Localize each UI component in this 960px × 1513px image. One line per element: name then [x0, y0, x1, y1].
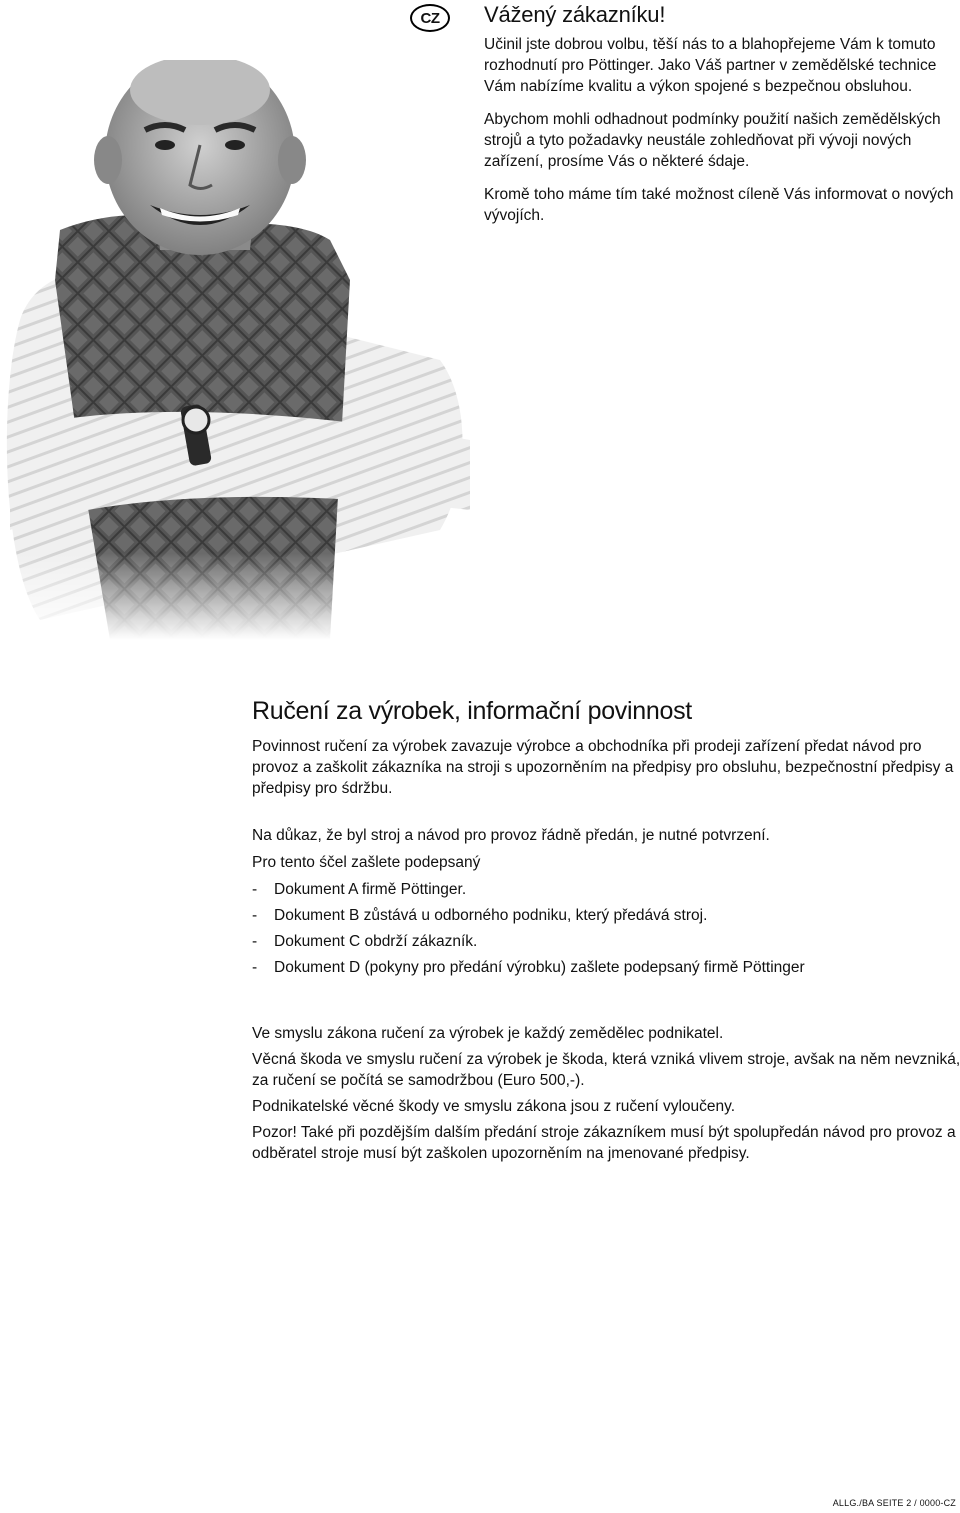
list-item-text: Dokument C obdrží zákazník. — [274, 933, 478, 950]
section-title: Ručení za výrobek, informační povinnost — [252, 697, 692, 725]
list-item — [252, 905, 960, 926]
list-item-text: Dokument D (pokyny pro předání výrobku) zašlete podepsaný firmě Pöttinger — [274, 959, 805, 976]
intro-paragraph: Abychom mohli odhadnout podmínky použití našich zemědělských strojů a tyto požadavky neustále zohledňovat při vývoji nových zařízení, prosíme Vás o některé śdaje. — [484, 111, 941, 170]
list-item-text: Dokument B zůstává u odborného podniku, který předává stroj. — [274, 907, 708, 924]
product-liability-section — [252, 697, 960, 1169]
list-item — [252, 931, 960, 952]
list-item — [252, 957, 960, 978]
list-dash: - — [252, 907, 258, 924]
intro-paragraph: Kromě toho máme tím také možnost cíleně Vás informovat o nových vývojích. — [484, 186, 954, 224]
list-item-text: Dokument A firmě Pöttinger. — [274, 881, 467, 898]
language-badge: CZ — [410, 4, 450, 32]
document-list — [252, 879, 960, 978]
liability-notes — [252, 1023, 960, 1164]
intro-title: Vážený zákazníku! — [484, 2, 666, 27]
list-item — [252, 879, 960, 900]
page-footer: ALLG./BA SEITE 2 / 0000-CZ — [832, 1498, 956, 1508]
farmer-photo — [0, 60, 480, 640]
section-paragraph: Věcná škoda ve smyslu ručení za výrobek je škoda, která vzniká vlivem stroje, avšak na něm nevzniká, za ručení se počítá se samodržbou (Euro 500,-). — [252, 1051, 960, 1089]
list-dash: - — [252, 881, 258, 898]
section-paragraph: Na důkaz, že byl stroj a návod pro provoz řádně předán, je nutné potvrzení. — [252, 827, 770, 844]
list-dash: - — [252, 959, 258, 976]
section-paragraph: Podnikatelské věcné škody ve smyslu zákona jsou z ručení vyloučeny. — [252, 1098, 736, 1115]
list-dash: - — [252, 933, 258, 950]
section-paragraph: Pozor! Také při pozdějším dalším předání stroje zákazníkem musí být spolupředán návod pro provoz a odběratel stroje musí být zaškolen upozorněním na jmenované předpisy. — [252, 1124, 956, 1162]
section-paragraph: Ve smyslu zákona ručení za výrobek je každý zemědělec podnikatel. — [252, 1025, 724, 1042]
intro-section — [484, 0, 960, 238]
section-paragraph: Povinnost ručení za výrobek zavazuje výrobce a obchodníka při prodeji zařízení předat návod pro provoz a zaškolit zákazníka na stroji s upozorněním na předpisy pro obsluhu, bezpečnostní předpisy a předpisy pro śdržbu. — [252, 738, 954, 797]
section-paragraph: Pro tento śčel zašlete podepsaný — [252, 854, 481, 871]
intro-paragraph: Učinil jste dobrou volbu, těší nás to a blahopřejeme Vám k tomuto rozhodnutí pro Pöttinger. Jako Váš partner v zemědělské technice Vám nabízíme kvalitu a výkon spojené s bezpečnou obsluhou. — [484, 36, 937, 95]
